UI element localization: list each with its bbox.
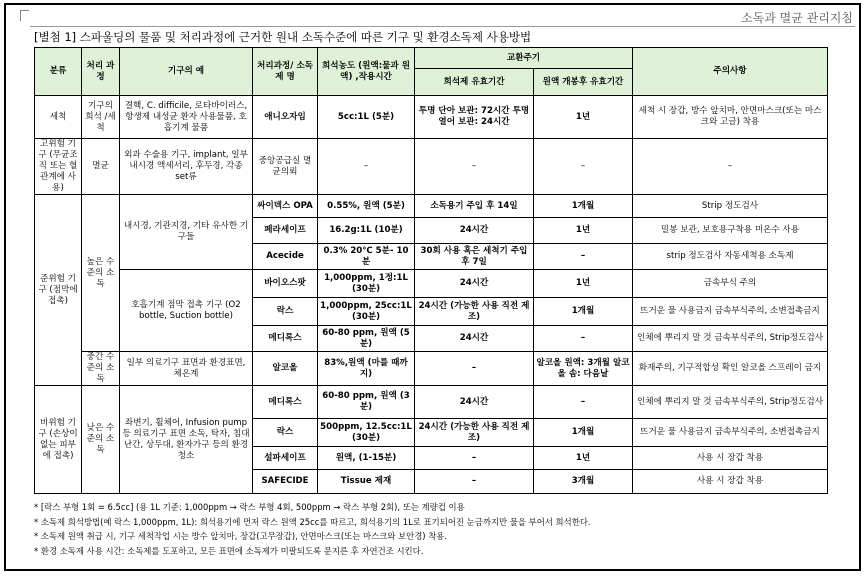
diluted-validity: 24시간 [415,218,534,244]
level-mid: 중간 수준의 소독 [82,352,120,386]
original-validity: – [534,244,633,270]
agent-concentration: 1,000ppm, 1정:1L (30분) [318,270,415,298]
original-validity: 1년 [534,447,633,470]
agent-notes: strip 정도검사 자동세척용 소독제 [633,244,828,270]
agent-name: 바이오스팟 [253,270,318,298]
agent-name: 애니오자임 [253,96,318,139]
agent-name: 알코올 [253,352,318,386]
original-validity: – [534,139,633,195]
footnote: * 소독제 원액 취급 시, 기구 세척작업 시는 방수 앞치마, 장갑(고무장갑), 안면마스크(또는 마스크와 보안경) 착용. [34,531,448,541]
agent-notes: 사용 시 장갑 착용 [633,470,828,494]
diluted-validity: – [415,352,534,386]
footnote: * 환경 소독제 사용 시간: 소독제를 도포하고, 모든 표면에 소독제가 미팔되도록 문지른 후 자연건조 시킨다. [34,545,424,556]
footnote: * [락스 부형 1회 = 6.5cc] (용 1L 기준: 1,000ppm → 락스 부형 4회, 500ppm → 락스 부형 2회), 또는 계량컵 이용 [34,502,465,512]
diluted-validity: 24시간 [415,270,534,298]
agent-concentration: 60-80 ppm, 원액 (5분) [318,326,415,352]
examples-endoscope: 내시경, 기관지경, 기타 유사한 기구들 [120,195,253,270]
agent-concentration: 60-80 ppm, 원액 (3분) [318,386,415,419]
group-wash: 세척 [35,96,82,139]
header-notes: 주의사항 [633,48,828,96]
original-validity: 1년 [534,96,633,139]
header-process: 처리 과정 [82,48,120,96]
original-validity: – [534,386,633,419]
original-validity: 1개월 [534,298,633,326]
group-semicritical: 준위험 기구 (점막에 접촉) [35,195,82,386]
group-critical: 고위험 기구 (무균조직 또는 혈관계에 사용) [35,139,82,195]
group-noncritical: 비위험 기구 (손상이 없는 피부에 접촉) [35,386,82,494]
footnotes [34,500,591,558]
diluted-validity: 24시간 (가능한 사용 직전 제조) [415,298,534,326]
agent-name: 메디록스 [253,386,318,419]
agent-notes: 세척 시 장갑, 방수 앞치마, 안면마스크(또는 마스크와 고글) 착용 [633,96,828,139]
agent-notes: 뜨거운 물 사용금지 금속부식주의, 소변접촉금지 [633,298,828,326]
disinfection-table [34,47,828,494]
diluted-validity: – [415,447,534,470]
agent-notes: 인체에 뿌리지 말 것 금속부식주의, Strip정도검사 [633,326,828,352]
agent-name: 싸이덱스 OPA [253,195,318,218]
diluted-validity: – [415,470,534,494]
corner-mark [20,10,29,21]
agent-notes: 금속부식 주의 [633,270,828,298]
agent-notes: 사용 시 장갑 착용 [633,447,828,470]
table-caption: [별첨 1] 스파울딩의 물품 및 처리과정에 근거한 원내 소독수준에 따른 기구 및 환경소독제 사용방법 [34,30,532,44]
agent-name: 중앙공급실 멸균의뢰 [253,139,318,195]
agent-name: 설파세이프 [253,447,318,470]
examples-environment: 좌변기, 휠체어, Infusion pump 등 의료기구 표면 소독, 탁자, 침대난간, 상두대, 환자가구 등의 환경청소 [120,386,253,494]
agent-name: 락스 [253,419,318,447]
header-method: 처리과정/ 소독제 명 [253,48,318,96]
header-original-validity: 원액 개봉후 유효기간 [534,69,633,96]
examples-wash: 결핵, C. difficile, 로타바이러스, 항생제 내성균 환자 사용물품, 호흡기계 물품 [120,96,253,139]
examples-surface: 일부 의료기구 표면과 환경표면, 체온계 [120,352,253,386]
header-cycle: 교환주기 [415,48,633,69]
level-sterile: 멸균 [82,139,120,195]
original-validity: 3개월 [534,470,633,494]
original-validity: 1개월 [534,195,633,218]
diluted-validity: – [415,139,534,195]
agent-notes: – [633,139,828,195]
original-validity: 1개월 [534,419,633,447]
diluted-validity: 투명 단아 보관: 72시간 투명 열어 보관: 24시간 [415,96,534,139]
level-wash: 기구의 희석 /세척 [82,96,120,139]
level-high: 높은 수준의 소독 [82,195,120,352]
agent-name: 페라세이프 [253,218,318,244]
original-validity: – [534,326,633,352]
examples-respiratory: 호흡기계 점막 접촉 기구 (O2 bottle, Suction bottle) [120,270,253,352]
original-validity: 알코올 원액: 3개월 알코올 솜: 다음날 [534,352,633,386]
original-validity: 1년 [534,270,633,298]
diluted-validity: 30회 사용 혹은 세척기 주입 후 7일 [415,244,534,270]
agent-concentration: 1,000ppm, 25cc:1L (30분) [318,298,415,326]
level-low: 낮은 수준의 소독 [82,386,120,494]
agent-name: SAFECIDE [253,470,318,494]
agent-concentration: 500ppm, 12.5cc:1L (30분) [318,419,415,447]
agent-name: Acecide [253,244,318,270]
header-concentration: 희석농도 (원액:물과 원액) ,작용시간 [318,48,415,96]
agent-name: 메디록스 [253,326,318,352]
diluted-validity: 소독용기 주입 후 14일 [415,195,534,218]
agent-concentration: 5cc:1L (5분) [318,96,415,139]
agent-concentration: 16.2g:1L (10분) [318,218,415,244]
agent-notes: 화재주의, 기구적합성 확인 알코올 스프레이 금지 [633,352,828,386]
page-header-title: 소독과 멸균 관리지침 [741,11,853,25]
footnote: * 소독제 희석방법(예 락스 1,000ppm, 1L): 희석용기에 먼저 락스 원액 25cc를 따르고, 희석용기의 1L로 표기되어진 눈금까지만 물을 부어서 희석한다. [34,516,591,527]
header-category: 분류 [35,48,82,96]
agent-notes: 인체에 뿌리지 말 것 금속부식주의, Strip정도검사 [633,386,828,419]
agent-concentration: 원액, (1-15분) [318,447,415,470]
original-validity: 1년 [534,218,633,244]
agent-concentration: 0.55%, 원액 (5분) [318,195,415,218]
diluted-validity: 24시간 [415,326,534,352]
agent-name: 락스 [253,298,318,326]
agent-notes: 밀봉 보관, 보호용구착용 미온수 사용 [633,218,828,244]
header-examples: 기구의 예 [120,48,253,96]
agent-concentration: Tissue 제재 [318,470,415,494]
examples-sterile: 외과 수술용 기구, implant, 일부 내시경 액세서리, 후두경, 각종 set류 [120,139,253,195]
header-rule [30,26,855,27]
agent-notes: 뜨거운 물 사용금지 금속부식주의, 소변접촉금지 [633,419,828,447]
diluted-validity: 24시간 [415,386,534,419]
header-diluted-validity: 희석제 유효기간 [415,69,534,96]
agent-concentration: – [318,139,415,195]
agent-notes: Strip 정도검사 [633,195,828,218]
diluted-validity: 24시간 (가능한 사용 직전 제조) [415,419,534,447]
agent-concentration: 0.3% 20℃ 5분- 10분 [318,244,415,270]
agent-concentration: 83%,원액 (마를 때까지) [318,352,415,386]
